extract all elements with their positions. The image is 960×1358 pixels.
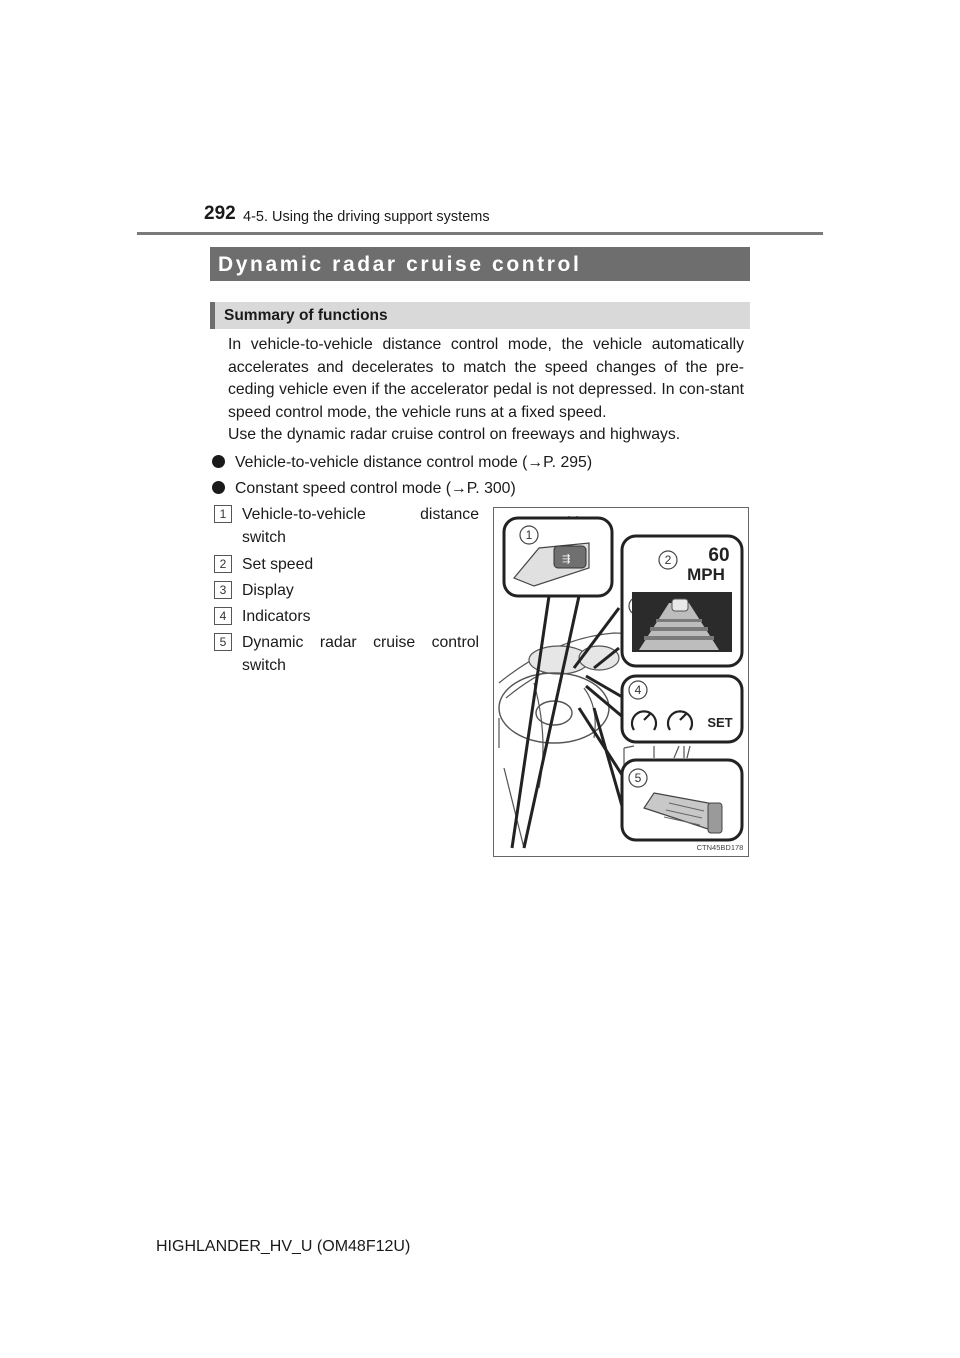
item-label: Dynamic radar cruise control [242,634,479,651]
illustration-svg [494,508,748,856]
bullet-constant-mode [212,480,516,498]
distance-icon: ⇶ [562,554,571,565]
callout-4: 4 [634,683,642,697]
callout-1: 1 [525,528,533,542]
bullet-distance-mode [212,454,592,472]
set-speed-unit: MPH [687,565,725,584]
bullet-text: Vehicle-to-vehicle distance control mode (→P. 295) [235,454,593,471]
subtitle-bar [210,302,750,329]
item-label: Set speed [242,556,314,573]
preceding-car-icon [672,599,688,611]
set-speed-value: 60 [708,545,730,566]
item-number: 1 [214,505,232,523]
item-number: 2 [214,555,232,573]
page-title-bar [210,247,750,281]
section-title: 4-5. Using the driving support systems [243,209,490,225]
usage-paragraph: Use the dynamic radar cruise control on freeways and highways. [228,426,681,443]
item-number: 4 [214,607,232,625]
subtitle: Summary of functions [224,307,388,324]
callout-2: 2 [664,553,672,567]
document-footer: HIGHLANDER_HV_U (OM48F12U) [156,1238,411,1255]
bullet-text: Constant speed control mode (→P. 300) [235,480,516,497]
callout-5: 5 [634,771,642,785]
item-label: Display [242,582,294,599]
set-indicator-label: SET [707,715,733,730]
item-label-cont: switch [242,657,286,674]
bullet-dot-icon [212,481,225,494]
item-label: Vehicle-to-vehicle distance [242,506,479,523]
item-label: Indicators [242,608,311,625]
intro-paragraph: In vehicle-to-vehicle distance control mode, the vehicle automatically accelerates and decelerates to match the speed changes of the pre-ceding vehicle even if the accelerator pedal is not depressed. In con-stant speed control mode, the vehicle runs at a fixed speed. [228,336,744,421]
page-number: 292 [204,203,236,224]
item-label-cont: switch [242,529,286,546]
item-number: 3 [214,581,232,599]
figure-code: CTN45BD178 [696,843,744,852]
page-title: Dynamic radar cruise control [218,253,582,276]
bullet-dot-icon [212,455,225,468]
header-rule [137,232,823,235]
item-number: 5 [214,633,232,651]
dashboard-illustration [493,507,749,857]
